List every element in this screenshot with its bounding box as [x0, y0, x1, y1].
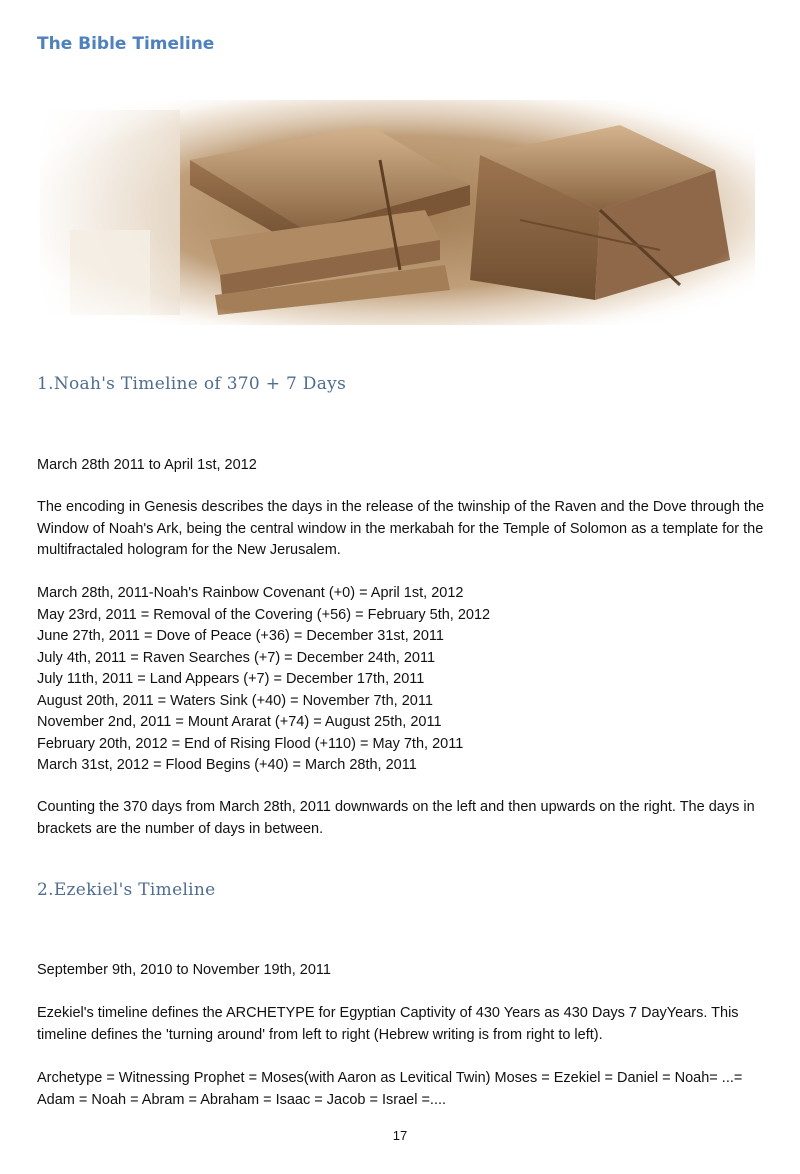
section-heading-ezekiel: 2.Ezekiel's Timeline — [37, 880, 216, 900]
noah-counting-note: Counting the 370 days from March 28th, 2011 downwards on the left and then upwards on the right. The days in brackets are the number of days in between. — [37, 799, 755, 837]
archetype-paragraph: Archetype = Witnessing Prophet = Moses(with Aaron as Levitical Twin) Moses = Ezekiel = Daniel = Noah= ...= Adam = Noah = Abram = Abraham = Isaac = Jacob = Israel =.... — [37, 1070, 743, 1108]
section-heading-noah: 1.Noah's Timeline of 370 + 7 Days — [37, 374, 347, 394]
timeline-item: July 11th, 2011 = Land Appears (+7) = December 17th, 2011 — [37, 671, 425, 687]
timeline-item: March 28th, 2011-Noah's Rainbow Covenant (+0) = April 1st, 2012 — [37, 585, 464, 601]
timeline-item: May 23rd, 2011 = Removal of the Covering (+56) = February 5th, 2012 — [37, 606, 491, 623]
timeline-item: March 31st, 2012 = Flood Begins (+40) = March 28th, 2011 — [37, 757, 417, 773]
ancient-scrolls-image — [40, 100, 755, 325]
document-title: The Bible Timeline — [37, 34, 215, 54]
ezekiel-date-range: September 9th, 2010 to November 19th, 2011 — [37, 962, 331, 978]
ezekiel-description: Ezekiel's timeline defines the ARCHETYPE for Egyptian Captivity of 430 Years as 430 Days 7 DayYears. This timeline defines the 'turning around' from left to right (Hebrew writing is from right to left). — [37, 1005, 739, 1043]
noah-date-range: March 28th 2011 to April 1st, 2012 — [37, 457, 257, 473]
noah-timeline-list — [37, 583, 767, 777]
timeline-item: November 2nd, 2011 = Mount Ararat (+74) = August 25th, 2011 — [37, 714, 442, 730]
timeline-item: February 20th, 2012 = End of Rising Flood (+110) = May 7th, 2011 — [37, 735, 464, 752]
page-number: 17 — [392, 1128, 408, 1143]
timeline-item: August 20th, 2011 = Waters Sink (+40) = November 7th, 2011 — [37, 692, 433, 709]
timeline-item: July 4th, 2011 = Raven Searches (+7) = December 24th, 2011 — [37, 649, 436, 666]
noah-description: The encoding in Genesis describes the days in the release of the twinship of the Raven and the Dove through the Window of Noah's Ark, being the central window in the merkabah for the Temple of Solomon as a template for the multifractaled hologram for the New Jerusalem. — [37, 499, 765, 558]
timeline-item: June 27th, 2011 = Dove of Peace (+36) = December 31st, 2011 — [37, 628, 444, 644]
